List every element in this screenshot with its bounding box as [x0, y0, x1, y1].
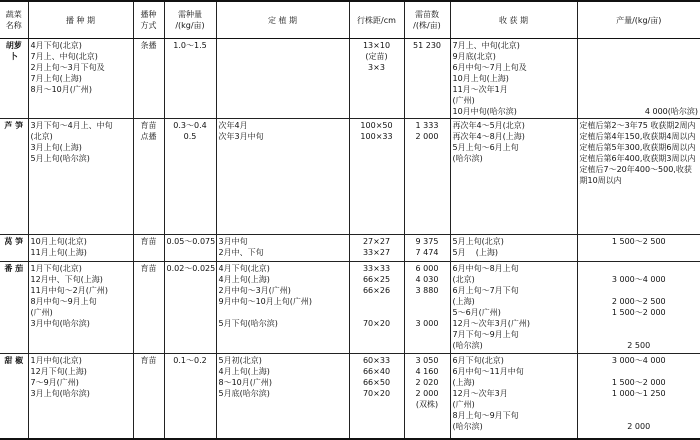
sowing-text: 1月下旬(北京) 12月中、下旬(上海) 11月中旬～2月(广州) 8月中旬～9月上旬 (广州) 3月中旬(哈尔滨)	[30, 264, 109, 328]
planting-text: 次年4月 次年3月中旬	[218, 121, 264, 141]
method-text: 育苗	[140, 237, 157, 246]
cell-planting	[216, 354, 349, 439]
seedlings-text: 9 375 7 474	[415, 237, 439, 257]
header-sowing-period: 播 种 期	[28, 1, 133, 39]
planting-text: 4月下旬(北京) 4月上旬(上海) 2月中旬～3月(广州) 9月中旬～10月上旬(广州) 5月下旬(哈尔滨)	[218, 264, 313, 328]
cell-name	[0, 235, 28, 262]
cell-method	[133, 119, 164, 235]
cell-sowing	[28, 235, 133, 262]
table-row	[0, 262, 700, 354]
sowing-text: 10月上旬(北京) 11月上旬(上海)	[30, 237, 87, 257]
yield-text: 4 000(哈尔滨)	[644, 107, 698, 116]
cell-seedlings	[404, 354, 450, 439]
harvest-text: 7月上、中旬(北京) 9月底(北京) 6月中旬～7月上旬及 10月上旬(上海) 11月～次年1月 (广州) 10月中旬(哈尔滨)	[452, 41, 527, 116]
cell-spacing	[349, 39, 404, 119]
cell-yield	[577, 235, 700, 262]
cell-sowing	[28, 262, 133, 354]
cell-method	[133, 262, 164, 354]
cell-spacing	[349, 235, 404, 262]
seed-text: 0.1～0.2	[173, 356, 207, 365]
sowing-text: 4月下旬(北京) 7月上、中旬(北京) 2月上旬～3月下旬及 7月上旬(上海) 8月～10月(广州)	[30, 41, 105, 94]
spacing-text: 33×33 66×25 66×26 70×20	[362, 264, 391, 328]
cell-seed	[164, 119, 216, 235]
header-sowing-method: 播种 方式	[133, 1, 164, 39]
cell-name	[0, 39, 28, 119]
seed-text: 0.05～0.075	[166, 237, 216, 246]
method-text: 育苗	[140, 356, 157, 365]
cell-seedlings	[404, 235, 450, 262]
seedlings-text: 51 230	[413, 41, 441, 50]
seedlings-text: 1 333 2 000	[415, 121, 439, 141]
header-harvest-period: 收 获 期	[450, 1, 577, 39]
cell-harvest	[450, 235, 577, 262]
cell-harvest	[450, 39, 577, 119]
cell-method	[133, 354, 164, 439]
cell-name	[0, 119, 28, 235]
harvest-text: 再次年4～5月(北京) 再次年4～8月(上海) 5月上旬～6月上旬 (哈尔滨)	[452, 121, 525, 163]
header-yield: 产量/(kg/亩)	[577, 1, 700, 39]
cell-planting	[216, 39, 349, 119]
cell-seedlings	[404, 39, 450, 119]
cell-seedlings	[404, 262, 450, 354]
spacing-text: 27×27 33×27	[362, 237, 391, 257]
spacing-text: 13×10 (定苗) 3×3	[362, 41, 391, 72]
harvest-text: 5月上旬(北京) 5月 (上海)	[452, 237, 504, 257]
harvest-text: 6月下旬(北京) 6月中旬～11月中旬 (上海) 12月～次年3月 (广州) 8月上旬～9月下旬 (哈尔滨)	[452, 356, 524, 431]
sowing-text: 1月中旬(北京) 12月下旬(上海) 7～9月(广州) 3月上旬(哈尔滨)	[30, 356, 90, 398]
header-spacing: 行株距/cm	[349, 1, 404, 39]
cell-seed	[164, 354, 216, 439]
header-seed-amount: 需种量 /(kg/亩)	[164, 1, 216, 39]
header-row	[0, 1, 700, 39]
vegetable-name: 胡萝卜	[5, 41, 22, 61]
seed-text: 1.0～1.5	[173, 41, 207, 50]
cell-method	[133, 39, 164, 119]
table-row	[0, 235, 700, 262]
cell-spacing	[349, 354, 404, 439]
cell-yield	[577, 39, 700, 119]
cell-harvest	[450, 262, 577, 354]
header-vegetable-name: 蔬菜 名称	[0, 1, 28, 39]
yield-text: 3 000～4 000 2 000～2 500 1 500～2 000 2 500	[611, 275, 666, 350]
yield-text: 定植后第2～3年75 收获期2周内 定植后第4年150,收获期4周以内 定植后第5年300,收获期6周以内 定植后第6年400,收获期3周以内 定植后7～20年400～500,收获期10周以内	[579, 121, 696, 185]
cell-planting	[216, 119, 349, 235]
seed-text: 0.3～0.4 0.5	[173, 121, 207, 141]
header-seedling-count: 需苗数 /(株/亩)	[404, 1, 450, 39]
cell-yield	[577, 262, 700, 354]
method-text: 条播	[140, 41, 157, 50]
method-text: 育苗 点播	[140, 121, 157, 141]
table-row	[0, 354, 700, 439]
seed-text: 0.02～0.025	[166, 264, 216, 273]
yield-text: 3 000～4 000 1 500～2 000 1 000～1 250 2 000	[611, 356, 666, 431]
cell-yield	[577, 119, 700, 235]
harvest-text: 6月中旬～8月上旬 (北京) 6月上旬～7月下旬 (上海) 5～6月(广州) 12月～次年3月(广州) 7月下旬～9月上旬 (哈尔滨)	[452, 264, 531, 350]
cell-seed	[164, 262, 216, 354]
cell-method	[133, 235, 164, 262]
planting-text: 5月初(北京) 4月上旬(上海) 8～10月(广州) 5月底(哈尔滨)	[218, 356, 273, 398]
seedlings-text: 3 050 4 160 2 020 2 000 (双株)	[415, 356, 439, 409]
cell-planting	[216, 235, 349, 262]
cell-name	[0, 262, 28, 354]
yield-text: 1 500～2 500	[611, 237, 666, 246]
vegetable-name: 莴 笋	[4, 237, 24, 246]
table-row	[0, 119, 700, 235]
cell-name	[0, 354, 28, 439]
seedlings-text: 6 000 4 030 3 880 3 000	[415, 264, 439, 328]
planting-text: 3月中旬 2月中、下旬	[218, 237, 264, 257]
cell-harvest	[450, 119, 577, 235]
cell-spacing	[349, 262, 404, 354]
spacing-text: 60×33 66×40 66×50 70×20	[362, 356, 391, 398]
cell-sowing	[28, 39, 133, 119]
cell-planting	[216, 262, 349, 354]
vegetable-name: 番 茄	[4, 264, 24, 273]
cell-sowing	[28, 354, 133, 439]
cell-spacing	[349, 119, 404, 235]
vegetable-name: 芦 笋	[4, 121, 24, 130]
header-planting-period: 定 植 期	[216, 1, 349, 39]
cell-seed	[164, 39, 216, 119]
cell-harvest	[450, 354, 577, 439]
spacing-text: 100×50 100×33	[360, 121, 393, 141]
cell-yield	[577, 354, 700, 439]
method-text: 育苗	[140, 264, 157, 273]
cell-sowing	[28, 119, 133, 235]
vegetable-name: 甜 椒	[4, 356, 24, 365]
cell-seedlings	[404, 119, 450, 235]
table-row	[0, 39, 700, 119]
cell-seed	[164, 235, 216, 262]
sowing-text: 3月下旬～4月上、中旬 (北京) 3月上旬(上海) 5月上旬(哈尔滨)	[30, 121, 113, 163]
